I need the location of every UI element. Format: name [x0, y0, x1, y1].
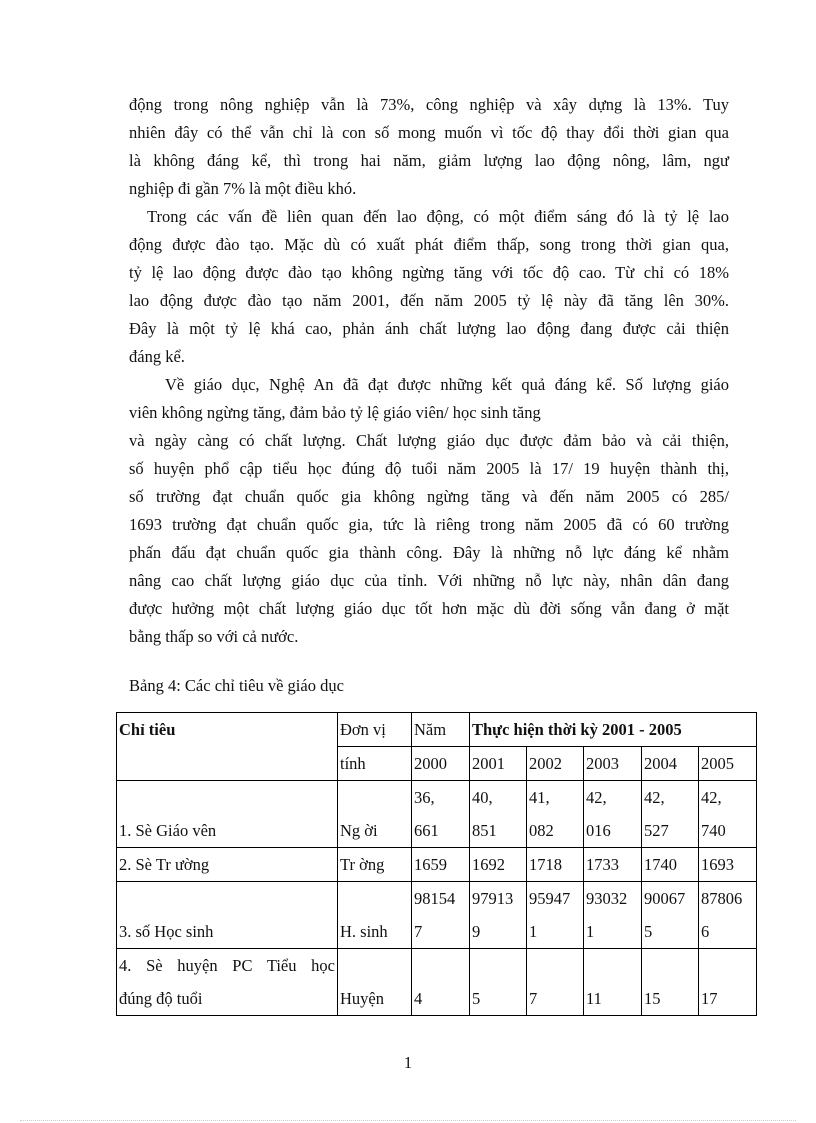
header-unit-cont: tính — [338, 747, 412, 781]
header-indicator: Chỉ tiêu — [117, 713, 338, 781]
text-line: Trong các vấn đề liên quan đến lao động, có một điểm sáng đó là tỷ lệ lao — [147, 207, 729, 226]
value-cell: 15 — [642, 949, 699, 1016]
footer-divider — [20, 1120, 796, 1121]
value-cell: 41, 082 — [527, 781, 584, 848]
text-line: tỷ lệ lao động được đào tạo không ngừng tăng với tốc độ cao. Từ chỉ có 18% — [129, 263, 729, 282]
page-number: 1 — [403, 1053, 413, 1072]
text-line: động trong nông nghiệp vẫn là 73%, công nghiệp và xây dựng là 13%. Tuy — [129, 95, 729, 114]
education-indicators-table — [116, 712, 757, 1016]
value-cell: 90067 5 — [642, 882, 699, 949]
table-header-row — [117, 713, 757, 747]
value-cell: 1692 — [470, 848, 527, 882]
header-year-value: 2003 — [584, 747, 642, 781]
row-indicator: 1. Sè Giáo vên — [117, 781, 338, 848]
text-line: và ngày càng có chất lượng. Chất lượng giáo dục được đảm bảo và cải thiện, — [129, 431, 729, 450]
paragraph-trained-labor — [129, 203, 729, 371]
text-line: số huyện phổ cập tiểu học đúng độ tuổi năm 2005 là 17/ 19 huyện thành thị, — [129, 459, 729, 478]
row-indicator: 3. số Học sinh — [117, 882, 338, 949]
text-line: Về giáo dục, Nghệ An đã đạt được những kết quả đáng kể. Số lượng giáo — [165, 375, 729, 394]
text-line: nghiệp đi gần 7% là một điều khó. — [129, 179, 357, 198]
value-cell: 17 — [699, 949, 757, 1016]
row-unit: Ng ời — [338, 781, 412, 848]
text-line: nâng cao chất lượng giáo dục của tỉnh. Với những nỗ lực này, nhân dân đang — [129, 571, 729, 590]
text-line: động được đào tạo. Mặc dù có xuất phát điểm thấp, song trong thời gian qua, — [129, 235, 729, 254]
row-indicator: 2. Sè Tr ường — [117, 848, 338, 882]
value-cell: 36, 661 — [412, 781, 470, 848]
header-year-value: 2002 — [527, 747, 584, 781]
text-line: được hưởng một chất lượng giáo dục tốt hơn mặc dù đời sống vẫn đang ở mặt — [129, 599, 729, 618]
text-line: viên không ngừng tăng, đảm bảo tỷ lệ giáo viên/ học sinh tăng — [129, 403, 541, 422]
value-cell: 1740 — [642, 848, 699, 882]
value-cell: 40, 851 — [470, 781, 527, 848]
text-line: lao động được đào tạo năm 2001, đến năm 2005 tỷ lệ này đã tăng lên 30%. — [129, 291, 729, 310]
value-cell: 97913 9 — [470, 882, 527, 949]
paragraph-labor-share — [129, 91, 729, 203]
text-line: đáng kể. — [129, 347, 185, 366]
text-line: số trường đạt chuẩn quốc gia không ngừng tăng và đến năm 2005 có 285/ — [129, 487, 729, 506]
header-unit: Đơn vị — [338, 713, 412, 747]
row-unit: Tr ờng — [338, 848, 412, 882]
text-line: nhiên đây có thể vẫn chỉ là con số mong muốn vì tốc độ thay đổi thời gian qua — [129, 123, 729, 142]
header-period: Thực hiện thời kỳ 2001 - 2005 — [470, 713, 757, 747]
header-year-value: 2001 — [470, 747, 527, 781]
value-cell: 1693 — [699, 848, 757, 882]
text-line: phấn đấu đạt chuẩn quốc gia thành công. Đây là những nỗ lực đáng kể nhằm — [129, 543, 729, 562]
paragraph-education-intro — [129, 371, 729, 427]
value-cell: 42, 016 — [584, 781, 642, 848]
text-line: 1693 trường đạt chuẩn quốc gia, tức là riêng trong năm 2005 đã có 60 trường — [129, 515, 729, 534]
value-cell: 42, 527 — [642, 781, 699, 848]
text-line: là không đáng kể, thì trong hai năm, giảm lượng lao động nông, lâm, ngư — [129, 151, 729, 170]
value-cell: 1659 — [412, 848, 470, 882]
value-cell: 95947 1 — [527, 882, 584, 949]
text-line: Đây là một tỷ lệ khá cao, phản ánh chất lượng lao động đang được cải thiện — [129, 319, 729, 338]
value-cell: 1718 — [527, 848, 584, 882]
header-year-value: 2005 — [699, 747, 757, 781]
row-unit: Huyện — [338, 949, 412, 1016]
value-cell: 93032 1 — [584, 882, 642, 949]
value-cell: 98154 7 — [412, 882, 470, 949]
table-row — [117, 949, 757, 1016]
paragraph-education-quality — [129, 427, 729, 651]
header-year-value: 2004 — [642, 747, 699, 781]
table-row — [117, 848, 757, 882]
table-row — [117, 882, 757, 949]
header-year-value: 2000 — [412, 747, 470, 781]
value-cell: 4 — [412, 949, 470, 1016]
value-cell: 87806 6 — [699, 882, 757, 949]
table-caption: Bảng 4: Các chỉ tiêu về giáo dục — [129, 676, 344, 695]
value-cell: 7 — [527, 949, 584, 1016]
table-row — [117, 781, 757, 848]
value-cell: 42, 740 — [699, 781, 757, 848]
text-line: bằng thấp so với cả nước. — [129, 627, 299, 646]
row-indicator: 4. Sè huyện PC Tiểu học đúng độ tuổi — [117, 949, 338, 1016]
value-cell: 1733 — [584, 848, 642, 882]
value-cell: 5 — [470, 949, 527, 1016]
header-year: Năm — [412, 713, 470, 747]
value-cell: 11 — [584, 949, 642, 1016]
row-unit: H. sinh — [338, 882, 412, 949]
